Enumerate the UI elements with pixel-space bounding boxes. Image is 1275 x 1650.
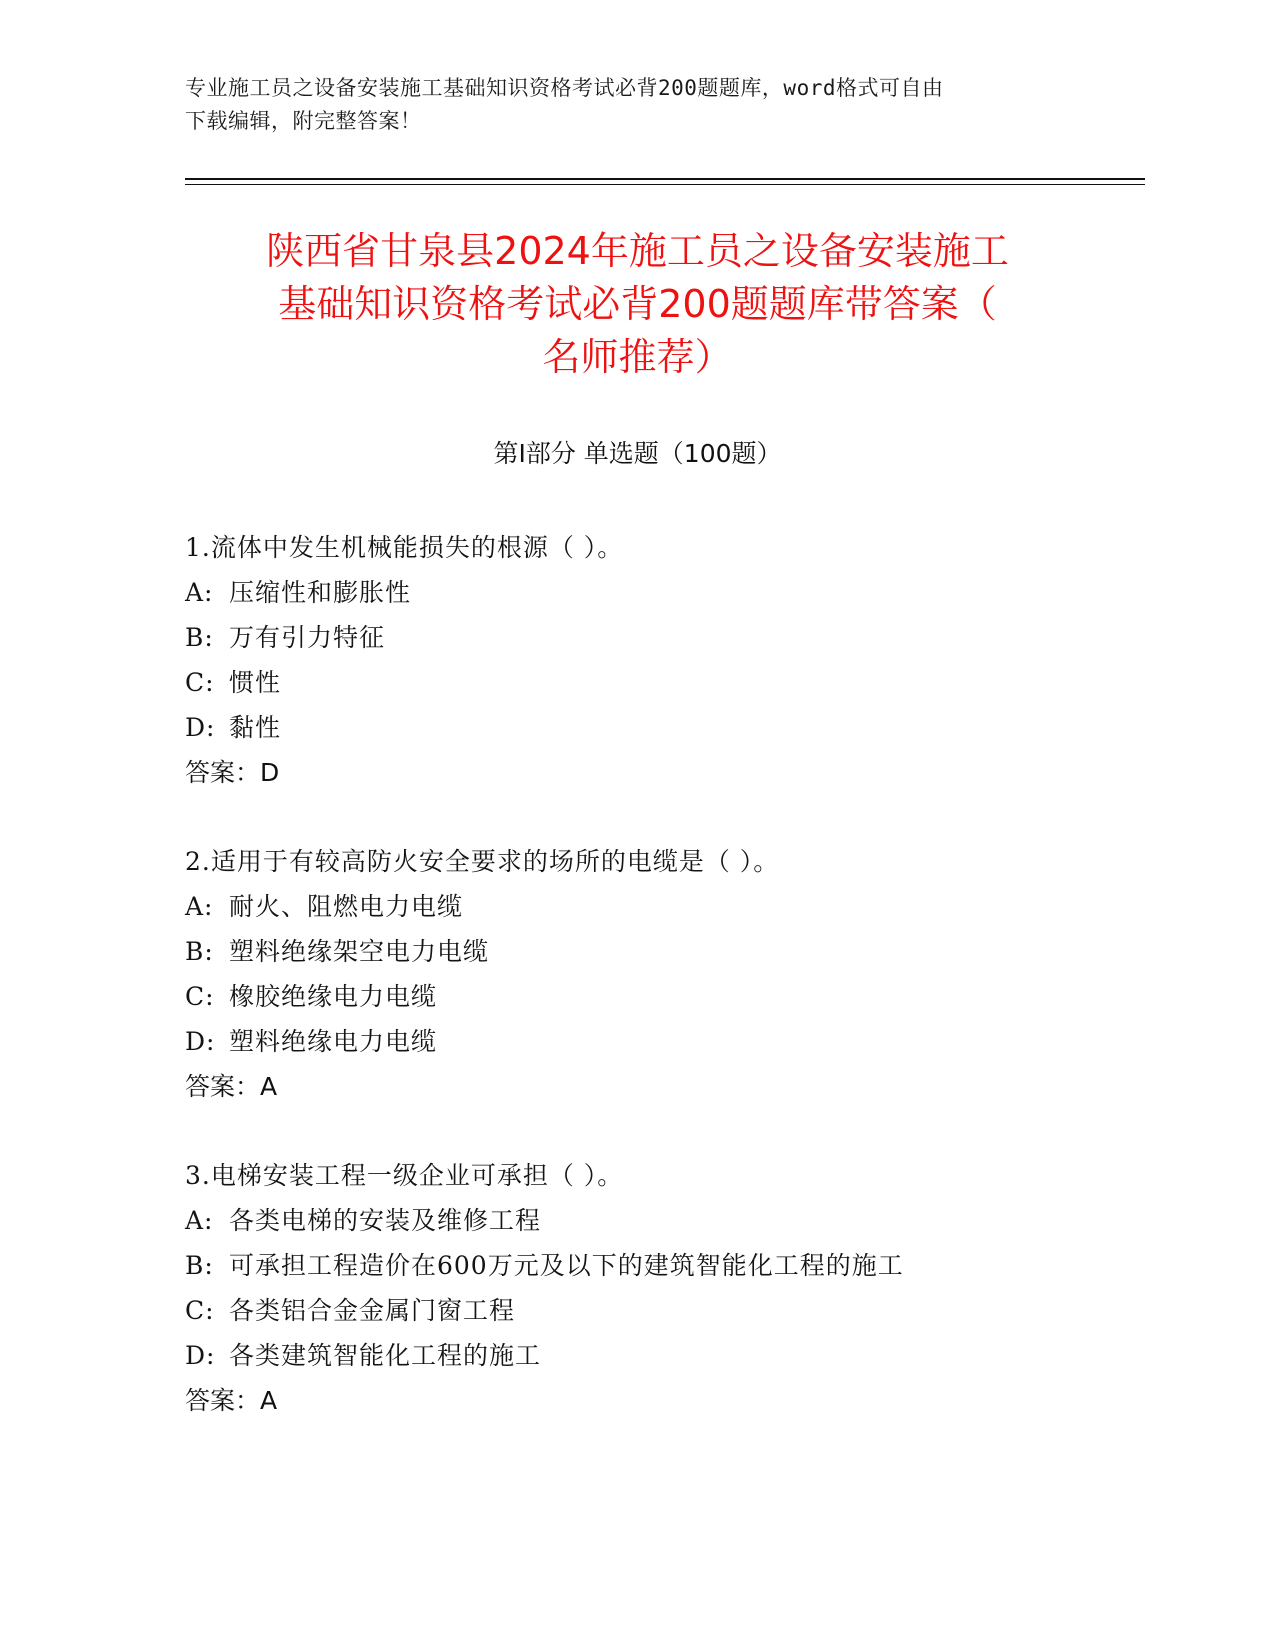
option-b [185, 1243, 1145, 1288]
question-stem: 2.适用于有较高防火安全要求的场所的电缆是（ ）。 [185, 847, 780, 876]
option-text: 压缩性和膨胀性 [229, 578, 412, 607]
option-letter: A: [185, 1206, 214, 1235]
header-note-line-1: 专业施工员之设备安装施工基础知识资格考试必背200题题库，word格式可自由 [185, 76, 944, 100]
option-c [185, 1288, 1145, 1333]
option-b [185, 615, 1145, 660]
option-a [185, 1198, 1145, 1243]
option-letter: C: [185, 1296, 215, 1325]
question-item [185, 1153, 1145, 1423]
option-letter: B: [185, 937, 214, 966]
option-text: 万有引力特征 [229, 623, 386, 652]
header-divider-thin [185, 184, 1145, 185]
title-line-2: 基础知识资格考试必背200题题库带答案（ [278, 282, 997, 326]
option-text: 橡胶绝缘电力电缆 [229, 982, 438, 1011]
question-item [185, 839, 1145, 1109]
option-c [185, 974, 1145, 1019]
answer-line: 答案：D [185, 758, 280, 787]
question-item [185, 525, 1145, 795]
option-text: 塑料绝缘电力电缆 [229, 1027, 438, 1056]
option-letter: D: [185, 1027, 216, 1056]
option-a [185, 570, 1145, 615]
question-stem: 1.流体中发生机械能损失的根源（ ）。 [185, 533, 624, 562]
option-letter: B: [185, 623, 214, 652]
option-text: 耐火、阻燃电力电缆 [229, 892, 464, 921]
document-title [160, 225, 1115, 384]
option-letter: C: [185, 982, 215, 1011]
section-title: 第Ⅰ部分 单选题（100题） [493, 439, 782, 468]
title-line-3: 名师推荐） [542, 335, 733, 379]
option-letter: D: [185, 1341, 216, 1370]
option-d [185, 1019, 1145, 1064]
option-text: 各类铝合金金属门窗工程 [229, 1296, 516, 1325]
option-c [185, 660, 1145, 705]
option-d [185, 1333, 1145, 1378]
option-letter: B: [185, 1251, 214, 1280]
question-stem: 3.电梯安装工程一级企业可承担（ ）。 [185, 1161, 624, 1190]
option-letter: C: [185, 668, 215, 697]
option-letter: A: [185, 578, 214, 607]
answer-line: 答案：A [185, 1386, 278, 1415]
option-letter: A: [185, 892, 214, 921]
question-list [185, 525, 1145, 1467]
option-d [185, 705, 1145, 750]
option-text: 塑料绝缘架空电力电缆 [229, 937, 490, 966]
header-note [185, 72, 1085, 138]
option-text: 各类电梯的安装及维修工程 [229, 1206, 542, 1235]
option-text: 各类建筑智能化工程的施工 [229, 1341, 542, 1370]
header-divider-thick [185, 178, 1145, 180]
answer-line: 答案：A [185, 1072, 278, 1101]
option-letter: D: [185, 713, 216, 742]
option-text: 惯性 [229, 668, 282, 697]
header-note-line-2: 下载编辑，附完整答案！ [185, 109, 422, 133]
option-b [185, 929, 1145, 974]
option-text: 可承担工程造价在600万元及以下的建筑智能化工程的施工 [229, 1251, 904, 1280]
option-a [185, 884, 1145, 929]
option-text: 黏性 [229, 713, 282, 742]
title-line-1: 陕西省甘泉县2024年施工员之设备安装施工 [266, 229, 1009, 273]
